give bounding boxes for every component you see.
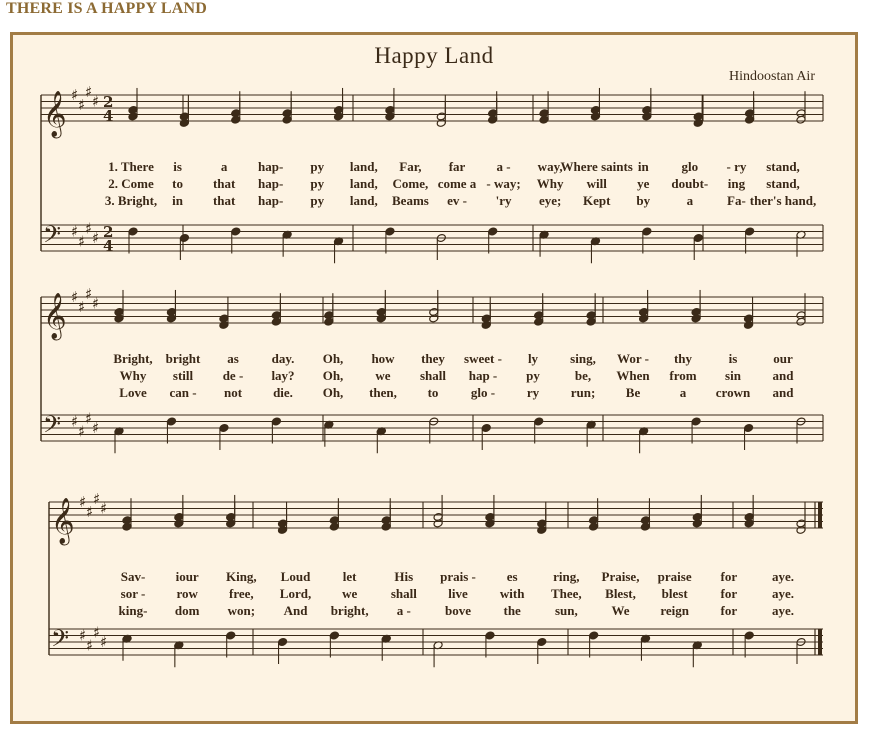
lyric-syllable: shall [390, 586, 417, 601]
lyric-syllable: Be [625, 385, 641, 400]
key-sharp: ♯ [78, 297, 86, 316]
lyric-syllable: eye; [538, 193, 562, 208]
lyric-syllable: is [173, 159, 182, 174]
key-sharp: ♯ [85, 409, 93, 428]
bass-clef-icon: 𝄢 [43, 410, 62, 444]
key-sharp: ♯ [71, 222, 79, 241]
lyric-syllable: Where saints [560, 159, 633, 174]
lyric-syllable: aye. [771, 586, 795, 601]
lyric-syllable: a - [396, 603, 411, 618]
lyric-syllable: We [611, 603, 630, 618]
lyric-syllable: land, [349, 193, 378, 208]
lyric-syllable: 3. Bright, [104, 193, 158, 208]
time-signature-lower: 4 [103, 237, 114, 255]
lyric-syllable: for [720, 603, 738, 618]
final-bar-thick [818, 629, 822, 655]
lyric-syllable: hap - [468, 368, 498, 383]
lyric-syllable: - ry [726, 159, 747, 174]
lyric-syllable: His [394, 569, 414, 584]
lyric-syllable: dom [174, 603, 200, 618]
lyric-syllable: ring, [553, 569, 580, 584]
sheet-music-image [10, 32, 858, 724]
key-sharp: ♯ [93, 623, 101, 642]
lyric-syllable: won; [227, 603, 256, 618]
lyric-syllable: to [427, 385, 439, 400]
lyric-syllable: to [172, 176, 183, 191]
lyric-syllable: by [636, 193, 651, 208]
lyric-verse-3 [13, 603, 855, 619]
lyric-syllable: Blest, [605, 586, 636, 601]
lyric-syllable: Far, [399, 159, 422, 174]
lyric-syllable: thy [673, 351, 693, 366]
lyric-syllable: Love [119, 385, 147, 400]
lyric-syllable: come a [437, 176, 477, 191]
lyric-syllable: from [669, 368, 697, 383]
lyric-syllable: Fa- [727, 193, 746, 208]
lyric-syllable: we [342, 586, 358, 601]
lyric-syllable: sweet - [464, 351, 502, 366]
lyric-syllable: hap- [258, 176, 284, 191]
lyric-syllable: and [772, 368, 794, 383]
lyric-syllable: a [220, 159, 228, 174]
time-signature-lower: 4 [103, 107, 114, 125]
lyric-verse-2 [13, 368, 855, 384]
treble-clef-icon: 𝄞 [43, 293, 67, 339]
hymn-title: Happy Land [374, 43, 494, 68]
time-signature-upper: 2 [103, 93, 114, 111]
composer-credit: Hindoostan Air [729, 69, 815, 84]
lyric-syllable: for [720, 586, 738, 601]
lyric-syllable: Wor - [617, 351, 649, 366]
key-sharp: ♯ [85, 82, 93, 101]
lyric-syllable: aye. [771, 569, 795, 584]
lyric-syllable: land, [349, 176, 378, 191]
lyric-syllable: 'ry [495, 193, 512, 208]
lyric-syllable: crown [715, 385, 751, 400]
lyric-syllable: Kept [582, 193, 611, 208]
lyric-syllable: free, [229, 586, 254, 601]
lyric-syllable: aye. [771, 603, 795, 618]
lyric-syllable: far [448, 159, 466, 174]
lyric-syllable: ev - [447, 193, 467, 208]
key-sharp: ♯ [71, 412, 79, 431]
lyric-syllable: bright, [330, 603, 369, 618]
lyric-syllable: and [772, 385, 794, 400]
lyric-syllable: the [503, 603, 521, 618]
lyric-syllable: stand, [766, 159, 800, 174]
lyric-syllable: will [586, 176, 607, 191]
lyric-syllable: py [310, 193, 325, 208]
lyric-syllable: land, [349, 159, 378, 174]
lyric-syllable: Come, [392, 176, 429, 191]
lyric-syllable: we [375, 368, 391, 383]
lyric-verse-3 [13, 385, 855, 401]
lyric-syllable: es [506, 569, 518, 584]
lyric-syllable: way, [537, 159, 563, 174]
lyric-syllable: prais - [440, 569, 476, 584]
lyric-syllable: py [310, 176, 325, 191]
lyric-syllable: Lord, [279, 586, 312, 601]
bass-clef-icon: 𝄢 [43, 220, 62, 254]
treble-clef-icon: 𝄞 [51, 498, 75, 544]
lyric-syllable: our [773, 351, 793, 366]
key-sharp: ♯ [79, 493, 87, 511]
lyric-syllable: King, [225, 569, 257, 584]
lyric-syllable: Beams [392, 193, 429, 208]
lyric-syllable: live [448, 586, 468, 601]
lyric-syllable: And [283, 603, 308, 618]
lyric-syllable: - way; [486, 176, 521, 191]
lyric-syllable: reign [660, 603, 689, 618]
lyric-syllable: is [728, 351, 738, 366]
lyric-verse-2 [13, 176, 855, 192]
lyric-syllable: can - [169, 385, 197, 400]
lyric-syllable: with [499, 586, 525, 601]
lyric-syllable: run; [570, 385, 596, 400]
lyric-syllable: When [616, 368, 650, 383]
key-sharp: ♯ [92, 229, 100, 247]
lyric-syllable: shall [419, 368, 447, 383]
lyric-syllable: lay? [271, 368, 295, 383]
lyric-syllable: Oh, [322, 385, 344, 400]
lyric-syllable: Why [119, 368, 147, 383]
key-sharp: ♯ [100, 499, 108, 518]
lyric-syllable: not [223, 385, 243, 400]
lyric-syllable: glo - [470, 385, 496, 400]
lyric-syllable: sor - [120, 586, 146, 601]
bass-clef-icon: 𝄢 [51, 624, 70, 658]
lyric-verse-1 [13, 159, 855, 175]
lyric-syllable: ther's hand, [749, 193, 817, 208]
lyric-syllable: in [172, 193, 183, 208]
lyric-syllable: a [686, 193, 694, 208]
lyric-syllable: Oh, [322, 368, 344, 383]
key-sharp: ♯ [100, 633, 108, 651]
final-bar-thick [818, 502, 822, 528]
lyric-syllable: day. [271, 351, 295, 366]
lyric-syllable: bove [445, 603, 471, 618]
lyric-verse-3 [13, 193, 855, 209]
lyric-syllable: let [342, 569, 357, 584]
time-signature-upper: 2 [103, 223, 114, 241]
key-sharp: ♯ [93, 489, 101, 508]
lyric-syllable: praise [657, 569, 692, 584]
lyric-verse-1 [13, 569, 855, 585]
lyric-syllable: blest [661, 586, 688, 601]
lyric-syllable: king- [118, 603, 148, 618]
key-sharp: ♯ [71, 86, 79, 104]
lyric-syllable: Why [536, 176, 564, 191]
lyric-syllable: bright [165, 351, 201, 366]
lyric-syllable: Oh, [322, 351, 344, 366]
key-sharp: ♯ [86, 502, 94, 521]
key-sharp: ♯ [92, 294, 100, 313]
key-sharp: ♯ [92, 419, 100, 437]
key-sharp: ♯ [71, 288, 79, 306]
lyric-syllable: doubt- [671, 176, 709, 191]
lyric-syllable: a - [496, 159, 511, 174]
lyric-syllable: ry [526, 385, 540, 400]
key-sharp: ♯ [86, 636, 94, 655]
lyric-syllable: de - [222, 368, 244, 383]
key-sharp: ♯ [78, 232, 86, 251]
lyric-syllable: as [227, 351, 239, 366]
lyric-syllable: Loud [280, 569, 311, 584]
treble-clef-icon: 𝄞 [43, 91, 67, 137]
lyric-syllable: for [720, 569, 738, 584]
lyric-syllable: Thee, [550, 586, 582, 601]
lyric-syllable: ly [527, 351, 539, 366]
lyric-syllable: row [176, 586, 198, 601]
lyric-syllable: how [371, 351, 395, 366]
lyric-syllable: Sav- [120, 569, 146, 584]
lyric-syllable: then, [369, 385, 397, 400]
lyric-syllable: hap- [258, 159, 284, 174]
page-heading: THERE IS A HAPPY LAND [6, 0, 207, 17]
key-sharp: ♯ [79, 626, 87, 645]
lyric-syllable: 1. There [108, 159, 154, 174]
lyric-syllable: in [637, 159, 649, 174]
lyric-syllable: die. [273, 385, 293, 400]
lyric-syllable: sing, [570, 351, 596, 366]
lyric-syllable: ye [637, 176, 650, 191]
lyric-syllable: ing [727, 176, 746, 191]
lyric-syllable: hap- [258, 193, 284, 208]
lyric-syllable: glo [681, 159, 699, 174]
lyric-syllable: Praise, [601, 569, 640, 584]
lyric-verse-1 [13, 351, 855, 367]
lyric-syllable: sin [725, 368, 741, 383]
lyric-syllable: sun, [554, 603, 578, 618]
lyric-syllable: that [212, 193, 236, 208]
lyric-syllable: stand, [766, 176, 800, 191]
lyric-syllable: be, [574, 368, 592, 383]
key-sharp: ♯ [78, 422, 86, 441]
lyric-syllable: still [172, 368, 194, 383]
key-sharp: ♯ [78, 95, 86, 114]
lyric-syllable: they [421, 351, 445, 366]
lyric-syllable: py [526, 368, 540, 383]
lyric-syllable: py [310, 159, 325, 174]
lyric-syllable: a [679, 385, 687, 400]
lyric-syllable: 2. Come [108, 176, 154, 191]
lyric-syllable: that [212, 176, 236, 191]
key-sharp: ♯ [85, 219, 93, 238]
lyric-verse-2 [13, 586, 855, 602]
lyric-syllable: iour [175, 569, 199, 584]
lyric-syllable: Bright, [113, 351, 153, 366]
key-sharp: ♯ [85, 284, 93, 303]
key-sharp: ♯ [92, 92, 100, 111]
